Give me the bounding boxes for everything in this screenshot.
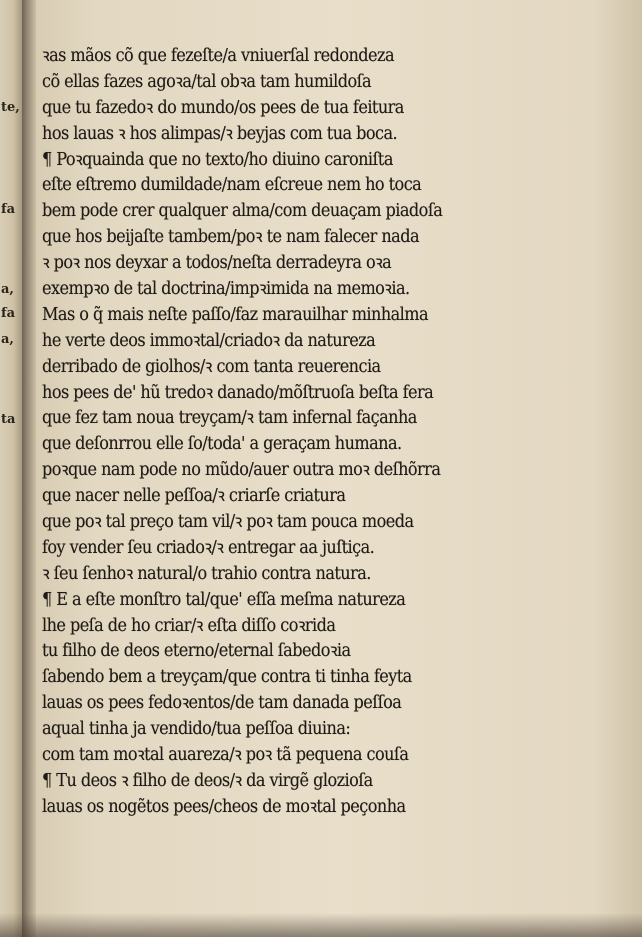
text-line: cõ ellas fazes agoꝛa/tal obꝛa tam humildoſa [42,71,372,92]
page-bottom-shadow [0,913,642,937]
book-page [36,0,642,937]
text-line: que tu fazedoꝛ do mundo/os pees de tua feitura [42,97,404,118]
book-gutter [22,0,36,937]
adjacent-page-fragment: a, [1,282,14,297]
text-line: ꝛ poꝛ nos deyxar a todos/neſta derradeyra oꝛa [42,253,392,274]
text-line: hos pees de' hũ tredoꝛ danado/mõſtruoſa beſta fera [42,382,434,403]
text-line: lauas os nogẽtos pees/cheos de moꝛtal peçonha [42,796,406,817]
text-line: lhe peſa de ho criar/ꝛ eſta diſſo coꝛrida [42,615,336,636]
text-line: aqual tinha ja vendido/tua peſſoa diuina: [42,719,351,740]
text-line: poꝛque nam pode no mũdo/auer outra moꝛ deſhõrra [42,460,441,481]
text-line: exempꝛo de tal doctrina/impꝛimida na memoꝛia. [42,279,410,300]
text-line: bem pode crer qualquer alma/com deuaçam piadoſa [42,201,443,222]
text-line: he verte deos immoꝛtal/criadoꝛ da natureza [42,330,376,351]
text-line: ſabendo bem a treyçam/que contra ti tinha feyta [42,667,412,688]
text-line: ¶ E a eſte monſtro tal/que' eſſa meſma natureza [42,589,406,610]
text-line: eſte eſtremo dumildade/nam eſcreue nem ho toca [42,175,422,196]
page-text-block [42,44,602,821]
adjacent-page-fragment: a, [1,332,14,347]
adjacent-page-fragment: ta [1,412,16,427]
text-line: que poꝛ tal preço tam vil/ꝛ poꝛ tam pouca moeda [42,512,414,533]
adjacent-page-fragment: te, [1,100,20,115]
text-line: com tam moꝛtal auareza/ꝛ poꝛ tã pequena couſa [42,745,409,766]
text-line: lauas os pees fedoꝛentos/de tam danada peſſoa [42,693,402,714]
text-line: tu filho de deos eterno/eternal ſabedoꝛia [42,641,351,662]
adjacent-page-fragment: fa [1,202,16,217]
text-line: ꝛas mãos cõ que fezeſte/a vniuerſal redondeza [42,46,395,66]
text-line: que nacer nelle peſſoa/ꝛ criarſe criatura [42,486,346,507]
text-line: que hos beijaſte tambem/poꝛ te nam falecer nada [42,227,420,248]
text-line: que deſonrrou elle ſo/toda' a geraçam humana. [42,434,402,455]
text-line: que fez tam noua treyçam/ꝛ tam infernal façanha [42,408,417,429]
text-line: ¶ Poꝛquainda que no texto/ho diuino caroniſta [42,149,393,170]
text-line: hos lauas ꝛ hos alimpas/ꝛ beyjas com tua boca. [42,123,398,144]
text-line: ¶ Tu deos ꝛ filho de deos/ꝛ da virgẽ glozioſa [42,770,373,791]
text-line: derribado de giolhos/ꝛ com tanta reuerencia [42,356,381,377]
text-line: foy vender ſeu criadoꝛ/ꝛ entregar aa juſtiça. [42,537,375,558]
adjacent-page-edge [0,0,22,937]
text-line: Mas o q̃ mais neſte paſſo/faz marauilhar minhalma [42,304,429,325]
adjacent-page-fragment: fa [1,306,16,321]
text-line: ꝛ ſeu ſenhoꝛ natural/o trahio contra natura. [42,563,371,584]
